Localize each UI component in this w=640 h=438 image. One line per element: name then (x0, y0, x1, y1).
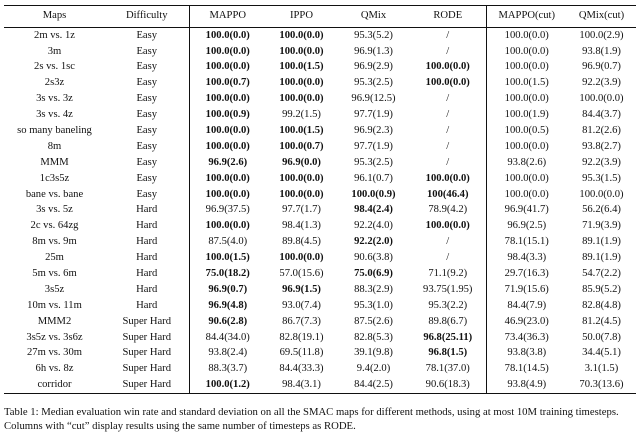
cell-map: 2m vs. 1z (34, 29, 75, 41)
cell-qmix: 39.1(9.8) (354, 347, 393, 359)
cell-map: 2c vs. 64zg (30, 220, 79, 232)
cell-mappo-cut: 100.0(0.0) (504, 140, 549, 152)
cell-rode: / (410, 250, 486, 266)
table-row (4, 107, 636, 123)
cell-map: 1c3s5z (39, 172, 70, 184)
table-row (4, 187, 636, 203)
table-row (4, 28, 636, 44)
cell-mappo: 100.0(0.9) (205, 109, 250, 121)
cell-difficulty: Easy (105, 187, 189, 203)
cell-ippo: 89.8(4.5) (282, 236, 321, 248)
cell-map: 8m (47, 140, 62, 152)
cell-qmix-cut: 84.4(3.7) (582, 109, 621, 121)
cell-mappo: 88.3(3.7) (208, 363, 248, 375)
cell-difficulty: Easy (105, 76, 189, 92)
table-row (4, 346, 636, 362)
cell-rode: 100.0(0.0) (410, 60, 486, 76)
cell-mappo-cut: 100.0(1.9) (504, 109, 549, 121)
cell-mappo: 100.0(0.0) (205, 172, 250, 184)
cell-mappo: 87.5(4.0) (208, 236, 248, 248)
results-table (4, 5, 636, 394)
cell-mappo: 96.9(4.8) (208, 299, 248, 311)
cell-ippo: 82.8(19.1) (279, 331, 324, 343)
cell-qmix: 92.2(4.0) (354, 220, 393, 232)
cell-qmix: 95.3(2.5) (354, 156, 393, 168)
cell-mappo-cut: 98.4(3.3) (507, 252, 547, 264)
cell-mappo: 96.9(2.6) (208, 156, 248, 168)
cell-ippo: 98.4(3.1) (266, 378, 337, 394)
cell-map: 2s3z (44, 77, 65, 89)
cell-difficulty: Hard (105, 266, 189, 282)
cell-rode: 96.8(1.5) (410, 346, 486, 362)
cell-map: 27m vs. 30m (26, 347, 83, 359)
cell-rode: 89.8(6.7) (410, 314, 486, 330)
cell-qmix-cut: 95.3(1.5) (582, 172, 621, 184)
col-header-mappo-cut: MAPPO(cut) (486, 6, 567, 28)
cell-rode: 78.9(4.2) (410, 203, 486, 219)
cell-mappo: 75.0(18.2) (205, 268, 250, 279)
cell-mappo-cut: 46.9(23.0) (504, 315, 549, 327)
cell-qmix: 96.9(12.5) (351, 93, 396, 105)
cell-rode: / (410, 44, 486, 60)
cell-qmix-cut: 50.0(7.8) (582, 331, 621, 343)
cell-difficulty: Easy (105, 44, 189, 60)
cell-difficulty: Hard (105, 282, 189, 298)
cell-mappo-cut: 100.0(0.0) (504, 172, 549, 184)
cell-mappo-cut: 78.1(14.5) (504, 363, 549, 375)
cell-rode: 90.6(18.3) (410, 378, 486, 394)
cell-qmix: 96.1(0.7) (354, 172, 393, 184)
cell-ippo: 98.4(1.3) (282, 220, 321, 232)
cell-rode: 93.75(1.95) (410, 282, 486, 298)
cell-mappo-cut: 100.0(0.0) (504, 45, 549, 57)
cell-mappo-cut: 84.4(7.9) (507, 299, 547, 311)
cell-difficulty: Super Hard (105, 362, 189, 378)
cell-map: 3m (47, 45, 62, 57)
cell-mappo-cut: 96.9(41.7) (504, 204, 549, 216)
cell-difficulty: Hard (105, 219, 189, 235)
table-header-row (4, 6, 636, 28)
cell-rode: / (410, 235, 486, 251)
table-body (4, 28, 636, 394)
cell-ippo: 100.0(0.0) (279, 45, 324, 57)
cell-ippo: 96.9(1.5) (282, 283, 321, 295)
cell-qmix: 75.0(6.9) (354, 268, 393, 279)
cell-qmix-cut: 85.9(5.2) (582, 283, 621, 295)
cell-difficulty: Easy (105, 92, 189, 108)
cell-difficulty: Super Hard (105, 346, 189, 362)
table-row (4, 171, 636, 187)
cell-difficulty: Easy (105, 171, 189, 187)
cell-qmix: 95.3(2.5) (354, 77, 393, 89)
cell-map: 3s vs. 5z (36, 204, 73, 216)
cell-map: bane vs. bane (25, 188, 84, 200)
cell-map: 2s vs. 1sc (34, 61, 75, 73)
cell-map: MMM (40, 156, 69, 168)
cell-rode: 96.8(25.11) (410, 330, 486, 346)
cell-ippo: 86.7(7.3) (282, 315, 321, 327)
cell-rode: / (410, 155, 486, 171)
cell-difficulty: Super Hard (105, 378, 189, 394)
cell-map: 3s5z (44, 283, 65, 295)
cell-qmix: 92.2(2.0) (354, 236, 393, 248)
cell-mappo-cut: 100.0(0.5) (504, 124, 549, 136)
cell-rode: / (410, 28, 486, 44)
cell-mappo: 100.0(0.0) (205, 140, 250, 152)
cell-qmix: 97.7(1.9) (354, 109, 393, 121)
col-header-difficulty: Difficulty (105, 6, 189, 28)
cell-rode: / (410, 123, 486, 139)
cell-ippo: 96.9(0.0) (282, 156, 321, 168)
table-row (4, 60, 636, 76)
cell-qmix-cut: 89.1(1.9) (582, 236, 621, 248)
cell-map: 6h vs. 8z (35, 363, 74, 375)
cell-mappo: 84.4(34.0) (205, 331, 250, 343)
table-row (4, 235, 636, 251)
cell-mappo: 100.0(1.2) (189, 378, 266, 394)
cell-rode: 100.0(0.0) (410, 171, 486, 187)
cell-rode: / (410, 107, 486, 123)
cell-qmix: 90.6(3.8) (354, 252, 393, 264)
cell-qmix-cut: 56.2(6.4) (582, 204, 621, 216)
cell-mappo-cut: 93.8(2.6) (507, 156, 547, 168)
table-row (4, 266, 636, 282)
cell-mappo-cut: 93.8(4.9) (486, 378, 567, 394)
cell-rode: 100(46.4) (410, 187, 486, 203)
cell-ippo: 97.7(1.7) (282, 204, 321, 216)
cell-ippo: 84.4(33.3) (279, 363, 324, 375)
cell-rode: 100.0(0.0) (410, 76, 486, 92)
cell-qmix: 95.3(1.0) (354, 299, 393, 311)
cell-qmix: 96.9(2.3) (354, 124, 393, 136)
cell-map: MMM2 (37, 315, 72, 327)
cell-qmix-cut: 93.8(1.9) (582, 45, 621, 57)
cell-qmix: 82.8(5.3) (354, 331, 393, 343)
cell-rode: 71.1(9.2) (410, 266, 486, 282)
table-row (4, 123, 636, 139)
cell-ippo: 100.0(0.0) (279, 77, 324, 89)
cell-qmix: 98.4(2.4) (354, 204, 393, 216)
cell-ippo: 57.0(15.6) (279, 268, 324, 279)
table-row (4, 250, 636, 266)
col-header-ippo: IPPO (266, 6, 337, 28)
cell-qmix-cut: 82.8(4.8) (582, 299, 621, 311)
cell-mappo-cut: 100.0(1.5) (504, 77, 549, 89)
cell-qmix-cut: 81.2(4.5) (582, 315, 621, 327)
cell-mappo: 100.0(0.0) (205, 61, 250, 73)
table-row (4, 203, 636, 219)
table-row (4, 76, 636, 92)
cell-ippo: 100.0(0.7) (279, 140, 324, 152)
table-row (4, 44, 636, 60)
cell-mappo: 100.0(0.0) (205, 220, 250, 232)
cell-ippo: 100.0(0.0) (279, 93, 324, 105)
cell-difficulty: Super Hard (105, 330, 189, 346)
cell-mappo: 93.8(2.4) (208, 347, 248, 359)
cell-ippo: 100.0(0.0) (279, 29, 324, 41)
cell-difficulty: Easy (105, 123, 189, 139)
table-row (4, 362, 636, 378)
cell-rode: 95.3(2.2) (410, 298, 486, 314)
cell-ippo: 100.0(1.5) (279, 124, 324, 136)
cell-ippo: 100.0(1.5) (279, 61, 324, 73)
cell-ippo: 99.2(1.5) (282, 109, 321, 121)
cell-qmix: 87.5(2.6) (354, 315, 393, 327)
cell-map: 3s5z vs. 3s6z (26, 331, 83, 343)
cell-difficulty: Easy (105, 139, 189, 155)
cell-qmix-cut: 96.9(0.7) (582, 61, 621, 73)
cell-difficulty: Hard (105, 235, 189, 251)
cell-qmix: 96.9(1.3) (354, 45, 393, 57)
cell-mappo: 100.0(0.7) (205, 77, 250, 89)
cell-mappo: 100.0(1.5) (205, 252, 250, 264)
col-header-qmix: QMix (337, 6, 410, 28)
cell-qmix-cut: 89.1(1.9) (582, 252, 621, 264)
cell-difficulty: Easy (105, 60, 189, 76)
cell-mappo-cut: 100.0(0.0) (504, 188, 549, 200)
cell-mappo-cut: 100.0(0.0) (504, 29, 549, 41)
cell-difficulty: Hard (105, 203, 189, 219)
cell-map: 3s vs. 4z (36, 109, 73, 121)
cell-mappo-cut: 73.4(36.3) (504, 331, 549, 343)
cell-qmix-cut: 92.2(3.9) (582, 156, 621, 168)
cell-qmix-cut: 70.3(13.6) (567, 378, 636, 394)
cell-map: so many baneling (17, 124, 92, 136)
col-header-mappo: MAPPO (189, 6, 266, 28)
cell-mappo: 100.0(0.0) (205, 93, 250, 105)
cell-qmix-cut: 100.0(0.0) (579, 188, 624, 200)
cell-mappo: 90.6(2.8) (208, 315, 248, 327)
cell-mappo: 100.0(0.0) (205, 124, 250, 136)
cell-mappo: 96.9(0.7) (208, 283, 248, 295)
table-row (4, 219, 636, 235)
cell-difficulty: Hard (105, 298, 189, 314)
cell-map: 8m vs. 9m (32, 236, 77, 248)
cell-rode: / (410, 92, 486, 108)
cell-difficulty: Super Hard (105, 314, 189, 330)
cell-qmix: 96.9(2.9) (354, 61, 393, 73)
cell-mappo-cut: 100.0(0.0) (504, 61, 549, 73)
cell-mappo-cut: 78.1(15.1) (504, 236, 549, 248)
cell-difficulty: Easy (105, 28, 189, 44)
table-row (4, 139, 636, 155)
cell-difficulty: Easy (105, 107, 189, 123)
table-row (4, 92, 636, 108)
cell-mappo: 100.0(0.0) (205, 29, 250, 41)
cell-map: 5m vs. 6m (32, 268, 77, 279)
cell-map: corridor (4, 378, 105, 394)
cell-mappo: 100.0(0.0) (205, 188, 250, 200)
cell-qmix-cut: 93.8(2.7) (582, 140, 621, 152)
table-caption: Table 1: Median evaluation win rate and standard deviation on all the SMAC maps for different methods, using at most 10M training timesteps. Columns with “cut” display results using the same number of timesteps as RODE. (4, 406, 619, 432)
cell-ippo: 69.5(11.8) (279, 347, 324, 359)
col-header-rode: RODE (410, 6, 486, 28)
cell-mappo-cut: 71.9(15.6) (504, 283, 549, 295)
col-header-maps: Maps (4, 6, 105, 28)
cell-qmix-cut: 54.7(2.2) (582, 268, 621, 279)
cell-ippo: 100.0(0.0) (279, 188, 324, 200)
cell-difficulty: Easy (105, 155, 189, 171)
table-row (4, 298, 636, 314)
cell-mappo-cut: 96.9(2.5) (507, 220, 547, 232)
cell-qmix-cut: 81.2(2.6) (582, 124, 621, 136)
cell-rode: / (410, 139, 486, 155)
table-row (4, 330, 636, 346)
table-row (4, 282, 636, 298)
cell-rode: 100.0(0.0) (410, 219, 486, 235)
cell-qmix-cut: 34.4(5.1) (582, 347, 621, 359)
cell-qmix-cut: 92.2(3.9) (582, 77, 621, 89)
cell-mappo: 96.9(37.5) (205, 204, 250, 216)
cell-qmix: 84.4(2.5) (337, 378, 410, 394)
table-row (4, 314, 636, 330)
cell-map: 25m (45, 252, 64, 264)
cell-ippo: 100.0(0.0) (279, 172, 324, 184)
cell-qmix-cut: 100.0(2.9) (579, 29, 624, 41)
cell-qmix-cut: 100.0(0.0) (579, 93, 624, 105)
cell-difficulty: Hard (105, 250, 189, 266)
cell-qmix-cut: 71.9(3.9) (582, 220, 621, 232)
cell-qmix: 88.3(2.9) (354, 283, 393, 295)
cell-mappo-cut: 93.8(3.8) (507, 347, 547, 359)
cell-qmix-cut: 3.1(1.5) (584, 363, 619, 375)
cell-qmix: 95.3(5.2) (354, 29, 393, 41)
col-header-qmix-cut: QMix(cut) (567, 6, 636, 28)
cell-qmix: 9.4(2.0) (356, 363, 391, 375)
cell-rode: 78.1(37.0) (410, 362, 486, 378)
cell-qmix: 100.0(0.9) (351, 188, 396, 200)
cell-ippo: 100.0(0.0) (279, 252, 324, 264)
cell-map: 10m vs. 11m (27, 299, 82, 311)
cell-mappo-cut: 100.0(0.0) (504, 93, 549, 105)
cell-ippo: 93.0(7.4) (282, 299, 321, 311)
cell-qmix: 97.7(1.9) (354, 140, 393, 152)
table-row (4, 378, 636, 394)
cell-mappo: 100.0(0.0) (205, 45, 250, 57)
cell-mappo-cut: 29.7(16.3) (504, 268, 549, 279)
table-row (4, 155, 636, 171)
cell-map: 3s vs. 3z (36, 93, 73, 105)
